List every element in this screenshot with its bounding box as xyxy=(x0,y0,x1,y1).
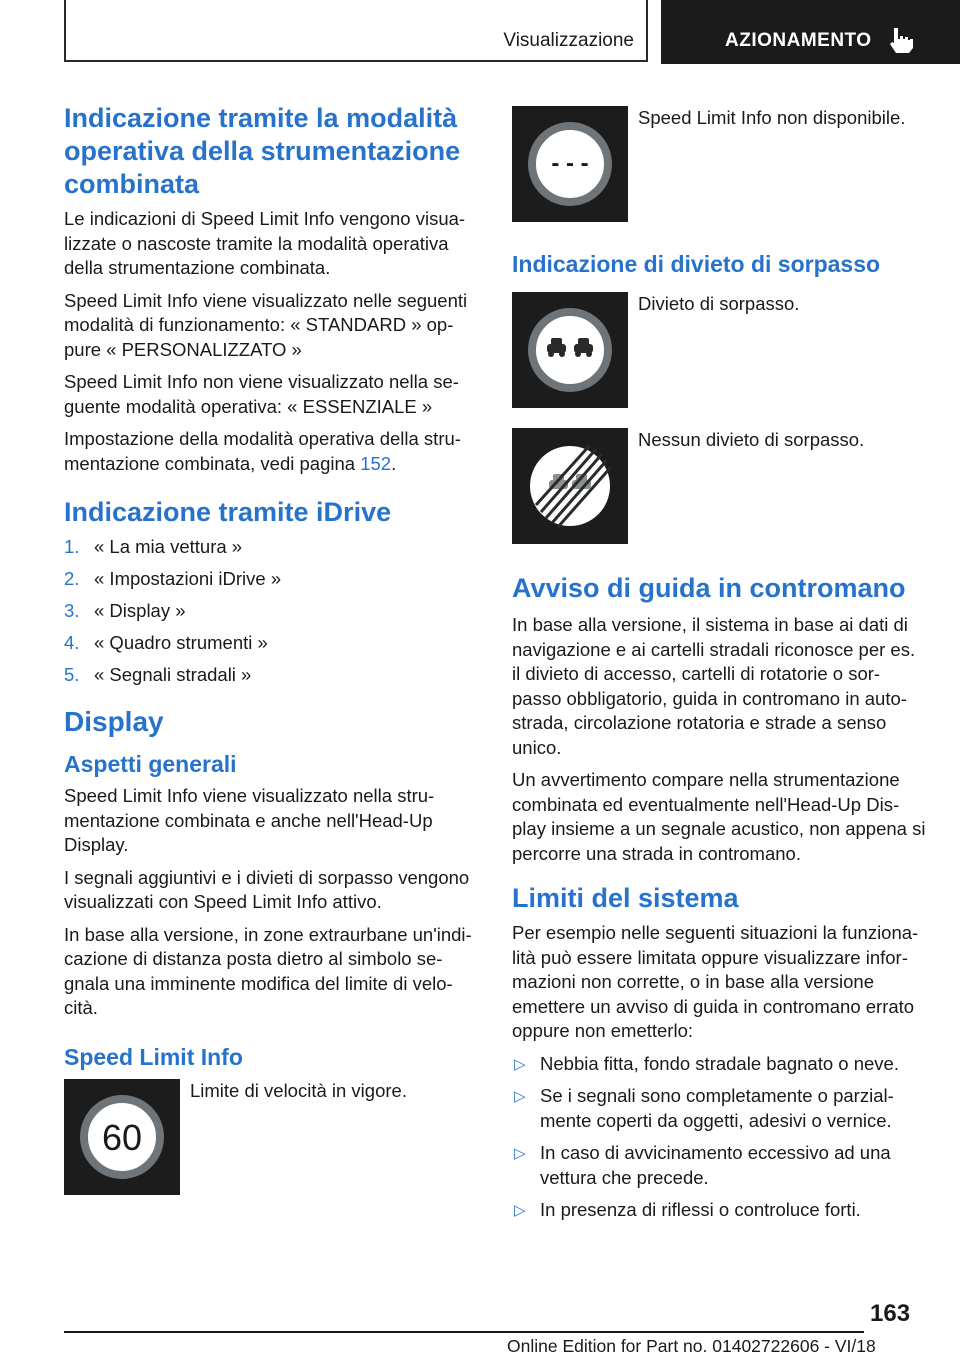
sign-row-no-overtaking xyxy=(512,292,926,408)
step-number: 3. xyxy=(64,600,80,621)
paragraph: Per esempio nelle seguenti situazioni la funziona-lità può essere limitata oppure visualizzare infor-mazioni non corrette, o in base alla versione emettere un avviso di guida in contromano errato oppure non emetterlo: xyxy=(512,922,919,1041)
speed-limit-value: 60 xyxy=(101,1116,143,1158)
step-number: 2. xyxy=(64,568,80,589)
sign-caption: Divieto di sorpasso. xyxy=(638,293,800,314)
bullet-text: Nebbia fitta, fondo stradale bagnato o neve. xyxy=(540,1052,899,1074)
bullet-text: In caso di avvicinamento eccessivo ad una vettura che precede. xyxy=(540,1142,891,1188)
unavailable-symbol: - - - xyxy=(551,150,589,177)
page-header xyxy=(0,0,960,66)
section-title-display: Display xyxy=(64,706,164,737)
bullet-text: Se i segnali sono completamente o parzial-mente coperti da oggetti, adesivi o vernice. xyxy=(540,1085,894,1131)
step-number: 4. xyxy=(64,632,80,653)
paragraph: Speed Limit Info viene visualizzato nella stru-mentazione combinata e anche nell'Head-Up Display. xyxy=(64,785,435,855)
sign-caption: Limite di velocità in vigore. xyxy=(190,1079,407,1101)
speed-limit-sign-icon xyxy=(64,1079,180,1195)
bullet-text: In presenza di riflessi o controluce forti. xyxy=(540,1199,861,1220)
paragraph: Speed Limit Info non viene visualizzato nella se-guente modalità operativa: « ESSENZIALE » xyxy=(64,371,459,417)
bullet-triangle-icon: ▷ xyxy=(514,1055,526,1073)
step-number: 5. xyxy=(64,664,80,685)
no-overtaking-sign-graphic xyxy=(512,292,628,408)
paragraph: Un avvertimento compare nella strumentazione combinata ed eventualmente nell'Head-Up Dis-play insieme a un segnale acustico, non appena si percorre una strada in contromano. xyxy=(512,769,926,864)
list-item xyxy=(64,631,478,655)
paragraph: In base alla versione, il sistema in base ai dati di navigazione e ai cartelli stradali riconosce per es. il divieto di accesso, cartelli di rotatorie o sor-passo obbligatorio, guida in contromano in auto-strada, circolazione rotatoria e strade a senso unico. xyxy=(512,614,916,758)
list-item xyxy=(512,1198,926,1223)
sign-row-unavailable xyxy=(512,106,926,222)
subsection-title-no-overtaking: Indicazione di divieto di sorpasso xyxy=(512,251,881,277)
header-chapter-title: AZIONAMENTO xyxy=(725,30,872,51)
step-text: « Quadro strumenti » xyxy=(94,632,268,653)
system-limits-list xyxy=(512,1052,926,1223)
header-section-title: Visualizzazione xyxy=(503,30,634,51)
paragraph: In base alla versione, in zone extraurbane un'indi-cazione di distanza posta dietro al simbolo se-gnala una imminente modifica del limite di velo-cità. xyxy=(64,923,472,1018)
end-no-overtaking-sign-icon xyxy=(512,428,628,544)
subsection-title-general: Aspetti generali xyxy=(64,751,237,777)
sign-row-speed-limit xyxy=(64,1079,478,1195)
bullet-triangle-icon: ▷ xyxy=(514,1145,526,1162)
list-item xyxy=(64,663,478,687)
idrive-steps-list xyxy=(64,535,478,687)
list-item xyxy=(64,599,478,623)
section-title-combined-display: Indicazione tramite la modalità operativa della strumentazione combinata xyxy=(64,103,461,199)
left-column xyxy=(64,102,478,1213)
speed-limit-sign-graphic xyxy=(64,1079,180,1195)
section-title-system-limits: Limiti del sistema xyxy=(512,883,739,913)
paragraph: I segnali aggiuntivi e i divieti di sorpasso vengono visualizzati con Speed Limit Info attivo. xyxy=(64,866,470,912)
step-text: « Display » xyxy=(94,600,186,621)
speed-limit-unavailable-sign-icon xyxy=(512,106,628,222)
header-section-box xyxy=(64,0,648,62)
page-reference-link[interactable]: 152 xyxy=(360,452,392,474)
step-text: « La mia vettura » xyxy=(94,536,243,557)
section-title-idrive: Indicazione tramite iDrive xyxy=(64,497,392,527)
right-column xyxy=(512,106,926,1231)
footer-edition: Online Edition for Part no. 01402722606 - VI/18 xyxy=(507,1336,876,1356)
step-number: 1. xyxy=(64,536,80,557)
bullet-triangle-icon: ▷ xyxy=(514,1088,526,1105)
page-number: 163 xyxy=(870,1300,911,1327)
header-chapter-tab xyxy=(661,0,960,64)
sign-caption: Speed Limit Info non disponibile. xyxy=(638,107,906,128)
list-item xyxy=(512,1141,926,1190)
sign-row-end-no-overtaking xyxy=(512,428,926,544)
paragraph-text: Impostazione della modalità operativa della stru-mentazione combinata, vedi pagina xyxy=(64,428,461,474)
list-item xyxy=(64,567,478,591)
bullet-triangle-icon: ▷ xyxy=(514,1202,526,1219)
hand-pointer-icon xyxy=(887,26,915,54)
end-no-overtaking-sign-graphic xyxy=(512,428,628,544)
unavailable-sign-graphic xyxy=(512,106,628,222)
step-text: « Impostazioni iDrive » xyxy=(94,568,282,589)
no-overtaking-sign-icon xyxy=(512,292,628,408)
sign-caption: Nessun divieto di sorpasso. xyxy=(638,429,865,450)
list-item xyxy=(512,1084,926,1133)
list-item xyxy=(512,1052,926,1077)
paragraph: Le indicazioni di Speed Limit Info vengono visua-lizzate o nascoste tramite la modalità operativa della strumentazione combinata. xyxy=(64,208,466,278)
footer-divider xyxy=(64,1331,864,1333)
list-item xyxy=(64,535,478,559)
paragraph: Speed Limit Info viene visualizzato nelle seguenti modalità di funzionamento: « STANDARD » op-pure « PERSONALIZZATO » xyxy=(64,289,468,360)
subsection-title-speed-limit-info: Speed Limit Info xyxy=(64,1043,243,1070)
step-text: « Segnali stradali » xyxy=(94,664,252,685)
section-title-wrong-way: Avviso di guida in contromano xyxy=(512,573,906,603)
paragraph-with-page-ref xyxy=(64,427,478,476)
paragraph-end: . xyxy=(391,452,397,474)
